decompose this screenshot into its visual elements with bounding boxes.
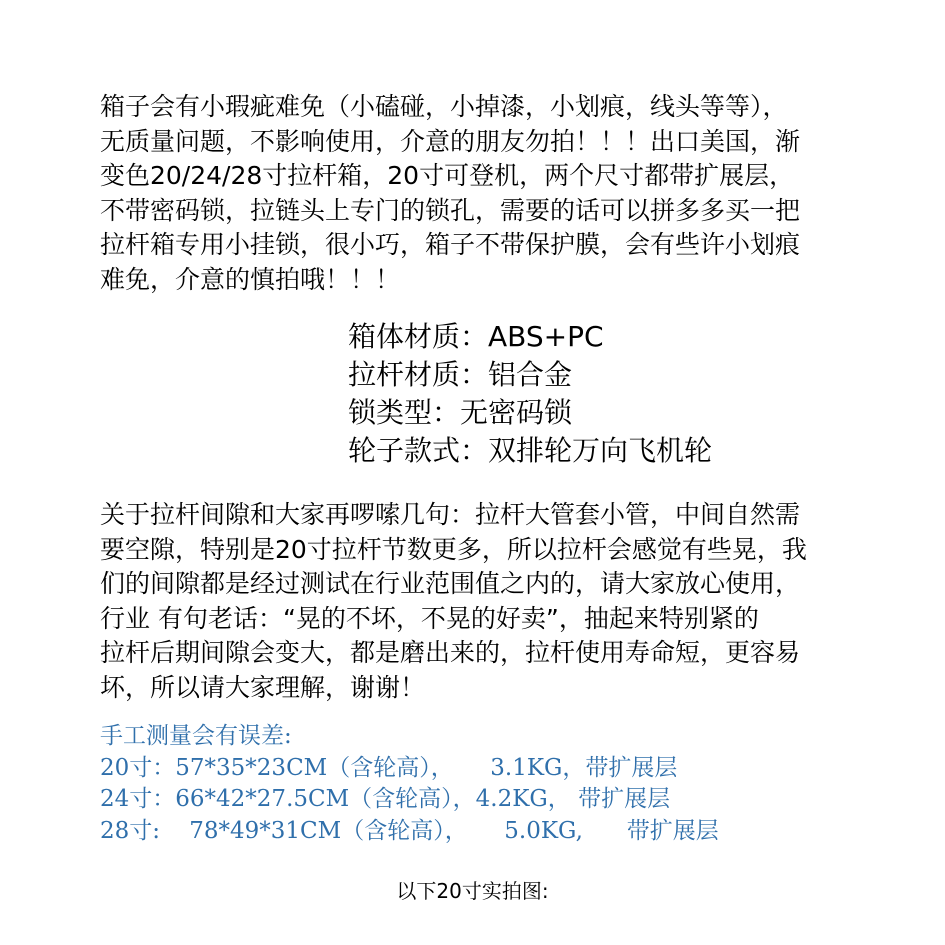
spec-list (348, 318, 712, 470)
intro-line: 拉杆箱专用小挂锁，很小巧，箱子不带保护膜，会有些许小划痕 (100, 230, 801, 259)
spec-lock-type: 锁类型：无密码锁 (348, 396, 573, 429)
gap-note-line: 要空隙，特别是20寸拉杆节数更多，所以拉杆会感觉有些晃，我 (100, 534, 807, 564)
spec-wheel-style: 轮子款式：双排轮万向飞机轮 (348, 434, 713, 467)
intro-line: 无质量问题，不影响使用，介意的朋友勿拍！！！出口美国，渐 (100, 126, 801, 156)
intro-line: 难免，介意的慎拍哦！！！ (100, 264, 401, 294)
gap-note-line: 坏，所以请大家理解，谢谢！ (100, 672, 426, 702)
intro-paragraph (100, 90, 860, 297)
intro-line: 箱子会有小瑕疵难免（小磕碰，小掉漆，小划痕，线头等等）， (100, 92, 788, 121)
intro-line: 不带密码锁，拉链头上专门的锁孔，需要的话可以拼多多买一把 (100, 195, 801, 225)
intro-line: 变色20/24/28寸拉杆箱，20寸可登机，两个尺寸都带扩展层， (100, 161, 795, 190)
spec-body-material: 箱体材质：ABS+PC (348, 320, 604, 353)
measurement-row-20in: 20寸：57*35*23CM（含轮高）， 3.1KG，带扩展层 (100, 754, 678, 781)
handle-gap-paragraph (100, 498, 860, 705)
gap-note-line: 拉杆后期间隙会变大，都是磨出来的，拉杆使用寿命短，更容易 (100, 638, 801, 667)
spec-handle-material: 拉杆材质：铝合金 (348, 358, 573, 391)
gap-note-line: 行业 有句老话：“晃的不坏，不晃的好卖”，抽起来特别紧的 (100, 603, 759, 633)
gap-note-line: 们的间隙都是经过测试在行业范围值之内的，请大家放心使用， (100, 569, 801, 598)
photo-caption: 以下20寸实拍图: (396, 879, 549, 903)
measurement-heading: 手工测量会有误差: (100, 723, 292, 749)
measurement-row-28in: 28寸: 78*49*31CM（含轮高）， 5.0KG, 带扩展层 (100, 817, 719, 844)
measurement-row-24in: 24寸：66*42*27.5CM（含轮高），4.2KG， 带扩展层 (100, 786, 671, 812)
gap-note-line: 关于拉杆间隙和大家再啰嗦几句：拉杆大管套小管，中间自然需 (100, 500, 801, 529)
measurement-block (100, 721, 719, 847)
